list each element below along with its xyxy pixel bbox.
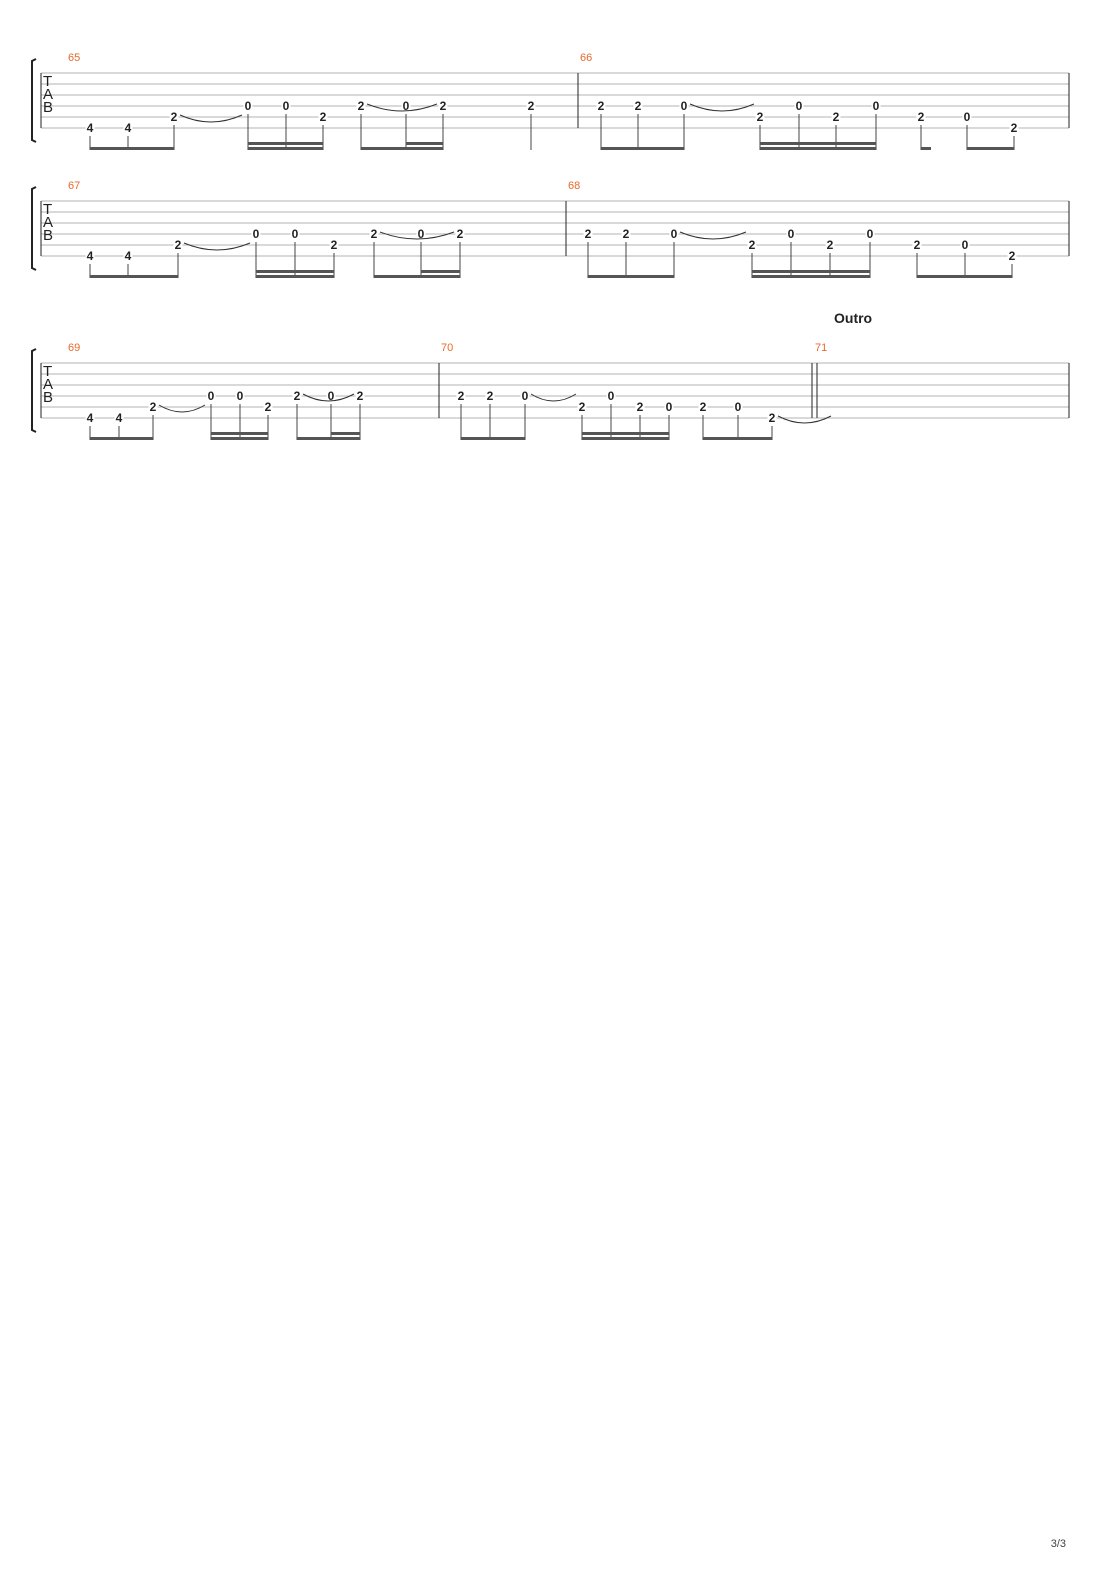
fret-number: 2 bbox=[357, 99, 365, 113]
tab-note bbox=[86, 121, 95, 150]
fret-number: 2 bbox=[832, 110, 840, 124]
measure bbox=[568, 180, 1069, 278]
fret-number: 2 bbox=[319, 110, 327, 124]
tab-note bbox=[115, 411, 124, 440]
fret-number: 2 bbox=[170, 110, 178, 124]
measure-number: 67 bbox=[68, 180, 81, 192]
beam bbox=[967, 147, 1014, 150]
tab-system bbox=[32, 180, 1069, 278]
fret-number: 2 bbox=[370, 227, 378, 241]
beam bbox=[406, 142, 443, 145]
tab-note bbox=[124, 249, 133, 278]
beam bbox=[211, 432, 268, 435]
fret-number: 0 bbox=[734, 400, 742, 414]
tab-clef-letter: T bbox=[43, 73, 53, 90]
fret-number: 0 bbox=[866, 227, 874, 241]
fret-number: 2 bbox=[826, 238, 834, 252]
tab-clef-letter: T bbox=[43, 201, 53, 218]
measure-number: 71 bbox=[815, 342, 828, 354]
measure bbox=[68, 342, 439, 440]
beam bbox=[582, 437, 669, 440]
tab-note bbox=[622, 227, 631, 278]
beam bbox=[421, 270, 460, 273]
fret-number: 0 bbox=[252, 227, 260, 241]
fret-number: 2 bbox=[356, 389, 364, 403]
tab-note bbox=[734, 400, 743, 440]
measure bbox=[580, 52, 1069, 150]
beam bbox=[760, 147, 876, 150]
beam bbox=[248, 142, 323, 145]
tab-clef-letter: A bbox=[43, 86, 54, 103]
fret-number: 2 bbox=[768, 411, 776, 425]
measure-number: 70 bbox=[441, 342, 454, 354]
beam bbox=[582, 432, 669, 435]
tab-clef-letter: B bbox=[43, 389, 54, 406]
fret-number: 0 bbox=[607, 389, 615, 403]
fret-number: 0 bbox=[665, 400, 673, 414]
page-number: 3/3 bbox=[1050, 1538, 1066, 1550]
beam bbox=[965, 275, 1012, 278]
fret-number: 0 bbox=[787, 227, 795, 241]
beam bbox=[331, 437, 360, 440]
tab-clef-letter: A bbox=[43, 376, 54, 393]
tab-clef-letter: B bbox=[43, 227, 54, 244]
fret-number: 2 bbox=[149, 400, 157, 414]
tie-slur bbox=[180, 115, 242, 122]
tie-slur bbox=[778, 416, 831, 423]
tab-note bbox=[768, 411, 777, 440]
fret-number: 2 bbox=[636, 400, 644, 414]
fret-number: 0 bbox=[402, 99, 410, 113]
fret-number: 2 bbox=[634, 99, 642, 113]
tie-slur bbox=[690, 104, 754, 111]
tab-note bbox=[357, 99, 366, 150]
tab-note bbox=[370, 227, 379, 278]
fret-number: 2 bbox=[527, 99, 535, 113]
fret-number: 2 bbox=[748, 238, 756, 252]
beam bbox=[90, 437, 153, 440]
fret-number: 2 bbox=[1010, 121, 1018, 135]
measure-number: 65 bbox=[68, 52, 81, 64]
tab-note bbox=[597, 99, 606, 150]
system-bracket bbox=[32, 187, 36, 270]
tie-slur bbox=[184, 243, 250, 250]
measure-number: 69 bbox=[68, 342, 81, 354]
beam bbox=[703, 437, 738, 440]
fret-number: 2 bbox=[439, 99, 447, 113]
fret-number: 2 bbox=[699, 400, 707, 414]
fret-number: 2 bbox=[457, 389, 465, 403]
fret-number: 4 bbox=[86, 121, 94, 135]
fret-number: 2 bbox=[1008, 249, 1016, 263]
tab-note bbox=[680, 99, 689, 150]
beam bbox=[588, 275, 674, 278]
fret-number: 2 bbox=[330, 238, 338, 252]
tab-note bbox=[86, 411, 95, 440]
beam bbox=[406, 147, 443, 150]
section-label: Outro bbox=[834, 310, 873, 326]
tie-slur bbox=[680, 232, 746, 239]
beam bbox=[90, 275, 178, 278]
beam bbox=[256, 270, 334, 273]
fret-number: 2 bbox=[756, 110, 764, 124]
measure bbox=[68, 180, 566, 278]
fret-number: 0 bbox=[680, 99, 688, 113]
beam bbox=[211, 437, 268, 440]
tab-clef-letter: A bbox=[43, 214, 54, 231]
fret-number: 0 bbox=[872, 99, 880, 113]
measure-number: 66 bbox=[580, 52, 593, 64]
fret-number: 2 bbox=[456, 227, 464, 241]
tab-clef-letter: T bbox=[43, 363, 53, 380]
tab-note bbox=[174, 238, 183, 278]
fret-number: 0 bbox=[327, 389, 335, 403]
fret-number: 2 bbox=[584, 227, 592, 241]
measure bbox=[441, 342, 831, 440]
fret-number: 0 bbox=[244, 99, 252, 113]
tab-note bbox=[913, 238, 922, 278]
fret-number: 2 bbox=[578, 400, 586, 414]
tab-note bbox=[149, 400, 158, 440]
fret-number: 2 bbox=[917, 110, 925, 124]
tab-note bbox=[457, 389, 466, 440]
tab-note bbox=[527, 99, 536, 150]
tab-note bbox=[961, 238, 970, 278]
beam bbox=[421, 275, 460, 278]
beam bbox=[917, 275, 965, 278]
fret-number: 0 bbox=[236, 389, 244, 403]
tab-note bbox=[486, 389, 495, 440]
fret-number: 0 bbox=[670, 227, 678, 241]
tab-note bbox=[1008, 249, 1017, 278]
fret-number: 4 bbox=[86, 249, 94, 263]
fret-number: 0 bbox=[417, 227, 425, 241]
fret-number: 0 bbox=[291, 227, 299, 241]
fret-number: 2 bbox=[486, 389, 494, 403]
beam bbox=[752, 270, 870, 273]
tab-note bbox=[1010, 121, 1019, 150]
fret-number: 2 bbox=[264, 400, 272, 414]
beam bbox=[90, 147, 174, 150]
beam bbox=[331, 432, 360, 435]
fret-number: 0 bbox=[282, 99, 290, 113]
beam bbox=[256, 275, 334, 278]
tab-note bbox=[86, 249, 95, 278]
system-bracket bbox=[32, 349, 36, 432]
fret-number: 4 bbox=[124, 249, 132, 263]
fret-number: 2 bbox=[597, 99, 605, 113]
tab-note bbox=[699, 400, 708, 440]
beam bbox=[738, 437, 772, 440]
fret-number: 0 bbox=[795, 99, 803, 113]
fret-number: 0 bbox=[207, 389, 215, 403]
measure bbox=[68, 52, 578, 150]
beam bbox=[461, 437, 525, 440]
tab-note bbox=[521, 389, 530, 440]
fret-number: 0 bbox=[521, 389, 529, 403]
tab-note bbox=[170, 110, 179, 150]
fret-number: 4 bbox=[86, 411, 94, 425]
system-bracket bbox=[32, 59, 36, 142]
fret-number: 4 bbox=[124, 121, 132, 135]
tab-clef-letter: B bbox=[43, 99, 54, 116]
fret-number: 0 bbox=[963, 110, 971, 124]
fret-number: 2 bbox=[622, 227, 630, 241]
tie-slur bbox=[531, 394, 576, 401]
tab-note bbox=[670, 227, 679, 278]
tab-note bbox=[584, 227, 593, 278]
fret-number: 2 bbox=[293, 389, 301, 403]
tab-note bbox=[293, 389, 302, 440]
tie-slur bbox=[159, 405, 205, 412]
beam bbox=[601, 147, 684, 150]
beam-stub bbox=[921, 147, 931, 150]
fret-number: 2 bbox=[913, 238, 921, 252]
tab-note bbox=[124, 121, 133, 150]
beam bbox=[752, 275, 870, 278]
measure-number: 68 bbox=[568, 180, 581, 192]
tab-note bbox=[963, 110, 972, 150]
beam bbox=[248, 147, 323, 150]
beam bbox=[760, 142, 876, 145]
fret-number: 0 bbox=[961, 238, 969, 252]
fret-number: 4 bbox=[115, 411, 123, 425]
tab-system bbox=[32, 310, 1069, 440]
fret-number: 2 bbox=[174, 238, 182, 252]
tab-system bbox=[32, 52, 1069, 150]
tab-note bbox=[634, 99, 643, 150]
tab-note bbox=[917, 110, 926, 150]
